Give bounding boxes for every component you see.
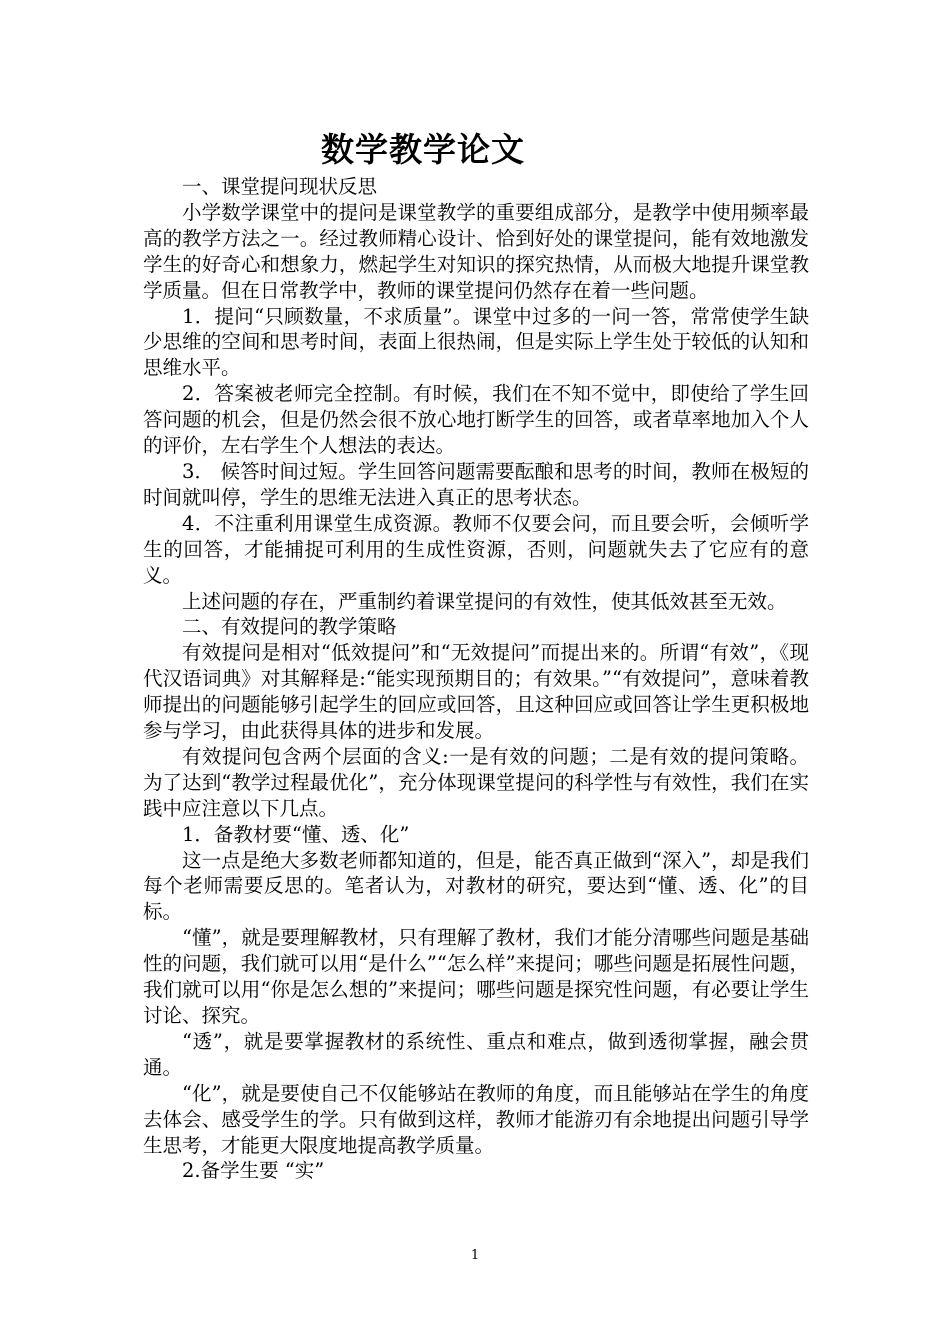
document-body: [143, 174, 809, 1184]
paragraph: 小学数学课堂中的提问是课堂教学的重要组成部分，是教学中使用频率最高的教学方法之一。经过教师精心设计、恰到好处的课堂提问，能有效地激发学生的好奇心和想象力，燃起学生对知识的探究热情，从而极大地提升课堂教学质量。但在日常教学中，教师的课堂提问仍然存在着一些问题。: [143, 200, 809, 302]
subheading: 1．备教材要“懂、透、化”: [182, 822, 410, 846]
paragraph: “透”，就是要掌握教材的系统性、重点和难点，做到透彻掌握，融会贯通。: [143, 1029, 809, 1079]
paragraph: “化”，就是要使自己不仅能够站在教师的角度，而且能够站在学生的角度去体会、感受学生的学。只有做到这样，教师才能游刃有余地提出问题引导学生思考，才能更大限度地提高教学质量。: [143, 1081, 809, 1157]
paragraph: 有效提问包含两个层面的含义:一是有效的问题；二是有效的提问策略。为了达到“教学过程最优化”，充分体现课堂提问的科学性与有效性，我们在实践中应注意以下几点。: [143, 744, 809, 820]
paragraph: 上述问题的存在，严重制约着课堂提问的有效性，使其低效甚至无效。: [182, 589, 787, 613]
paragraph: 这一点是绝大多数老师都知道的，但是，能否真正做到“深入”，却是我们每个老师需要反思的。笔者认为，对教材的研究，要达到“懂、透、化”的目标。: [143, 848, 809, 924]
paragraph: 4．不注重利用课堂生成资源。教师不仅要会问，而且要会听，会倾听学生的回答，才能捕捉可利用的生成性资源，否则，问题就失去了它应有的意义。: [143, 511, 809, 587]
paragraph: 有效提问是相对“低效提问”和“无效提问”而提出来的。所谓“有效”，《现代汉语词典》对其解释是:“能实现预期目的；有效果。”“有效提问”，意味着教师提出的问题能够引起学生的回应或回答，且这种回应或回答让学生更积极地参与学习，由此获得具体的进步和发展。: [143, 641, 809, 743]
paragraph: “懂”，就是要理解教材，只有理解了教材，我们才能分清哪些问题是基础性的问题，我们就可以用“是什么”“怎么样”来提问；哪些问题是拓展性问题，我们就可以用“你是怎么想的”来提问；哪些问题是探究性问题，有必要让学生讨论、探究。: [143, 926, 809, 1027]
paragraph: 1．提问“只顾数量，不求质量”。课堂中过多的一问一答，常常使学生缺少思维的空间和思考时间，表面上很热闹，但是实际上学生处于较低的认知和思维水平。: [143, 304, 809, 380]
paragraph: 3． 候答时间过短。学生回答问题需要酝酿和思考的时间，教师在极短的时间就叫停，学生的思维无法进入真正的思考状态。: [143, 459, 809, 509]
subheading: 2.备学生要 “实”: [182, 1159, 325, 1183]
paragraph: 2．答案被老师完全控制。有时候，我们在不知不觉中，即使给了学生回答问题的机会，但是仍然会很不放心地打断学生的回答，或者草率地加入个人的评价，左右学生个人想法的表达。: [143, 382, 809, 458]
section-heading-2: 二、有效提问的教学策略: [182, 615, 397, 639]
section-heading-1: 一、课堂提问现状反思: [182, 175, 378, 198]
page-number: 1: [470, 1248, 480, 1263]
document-title: 数学教学论文: [321, 130, 525, 169]
